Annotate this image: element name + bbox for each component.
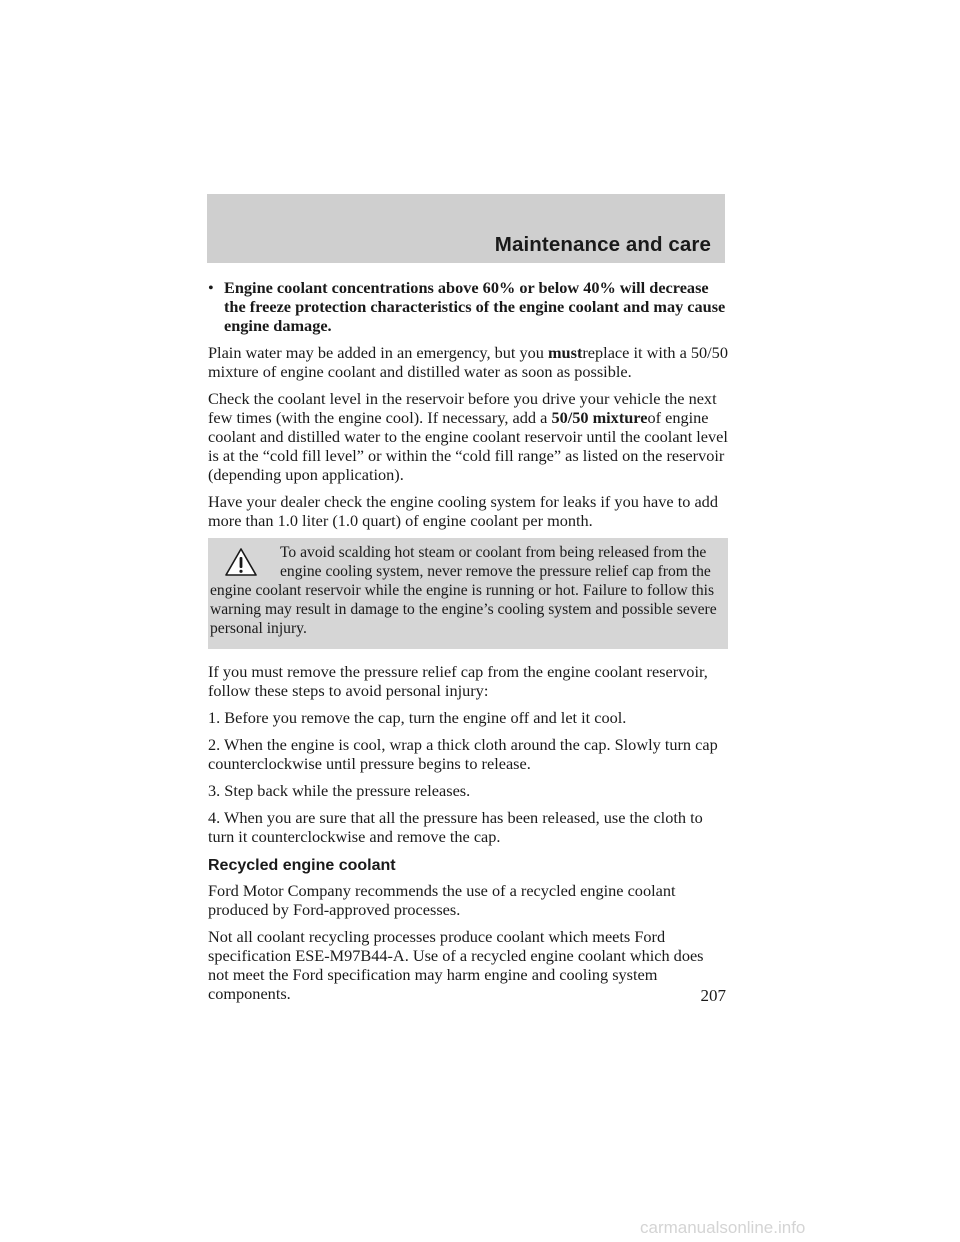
section-title: Maintenance and care xyxy=(494,233,711,256)
bullet-mark: • xyxy=(208,278,214,297)
paragraph-plain-water xyxy=(208,343,728,381)
paragraph-dealer: Have your dealer check the engine cooling system for leaks if you have to add more than 1.0 liter (1.0 quart) of engine coolant per month. xyxy=(208,492,718,530)
plain-water-text-before: Plain water may be added in an emergency, but you xyxy=(208,343,548,362)
check-text-after: of engine coolant and distilled water to the engine coolant reservoir until the coolant level is at the “cold fill level” or within the “cold fill range” as listed on the reservoir (depending upon application). xyxy=(208,408,728,484)
bullet-item xyxy=(208,278,728,335)
paragraph-check-level xyxy=(208,389,728,484)
warning-box xyxy=(208,538,728,649)
paragraph-recycled-1: Ford Motor Company recommends the use of a recycled engine coolant produced by Ford-approved processes. xyxy=(208,881,676,919)
watermark: carmanualsonline.info xyxy=(640,1218,806,1237)
bullet-text: Engine coolant concentrations above 60% or below 40% will decrease the freeze protection characteristics of the engine coolant and may cause engine damage. xyxy=(224,278,726,335)
step-item: 3. Step back while the pressure releases. xyxy=(208,781,471,800)
warning-text: To avoid scalding hot steam or coolant from being released from the engine cooling system, never remove the pressure relief cap from the engine coolant reservoir while the engine is running or hot. Failure to follow this warning may result in damage to the engine’s cooling system and possible severe personal injury. xyxy=(210,544,717,637)
check-emphasis: 50/50 mixture xyxy=(551,408,648,427)
plain-water-emphasis: must xyxy=(548,343,583,362)
step-item: 4. When you are sure that all the pressure has been released, use the cloth to turn it counterclockwise and remove the cap. xyxy=(208,808,703,846)
paragraph-recycled-2: Not all coolant recycling processes produce coolant which meets Ford specification ESE-M97B44-A. Use of a recycled engine coolant which does not meet the Ford specification may harm engine and cooling system components. xyxy=(208,927,704,1003)
page-number: 207 xyxy=(700,986,726,1005)
section-heading: Recycled engine coolant xyxy=(208,857,396,874)
plain-water-text-after: replace it with a 50/50 mixture of engine coolant and distilled water as soon as possible. xyxy=(208,343,728,381)
step-item: 1. Before you remove the cap, turn the engine off and let it cool. xyxy=(208,708,627,727)
step-item: 2. When the engine is cool, wrap a thick cloth around the cap. Slowly turn cap counterclockwise until pressure begins to release. xyxy=(208,735,718,773)
page-content xyxy=(208,278,728,1011)
warning-triangle-icon xyxy=(224,547,258,577)
section-header xyxy=(207,194,725,263)
paragraph-remove-cap: If you must remove the pressure relief cap from the engine coolant reservoir, follow these steps to avoid personal injury: xyxy=(208,662,708,700)
check-text-before: Check the coolant level in the reservoir before you drive your vehicle the next few times (with the engine cool). If necessary, add a xyxy=(208,389,717,427)
